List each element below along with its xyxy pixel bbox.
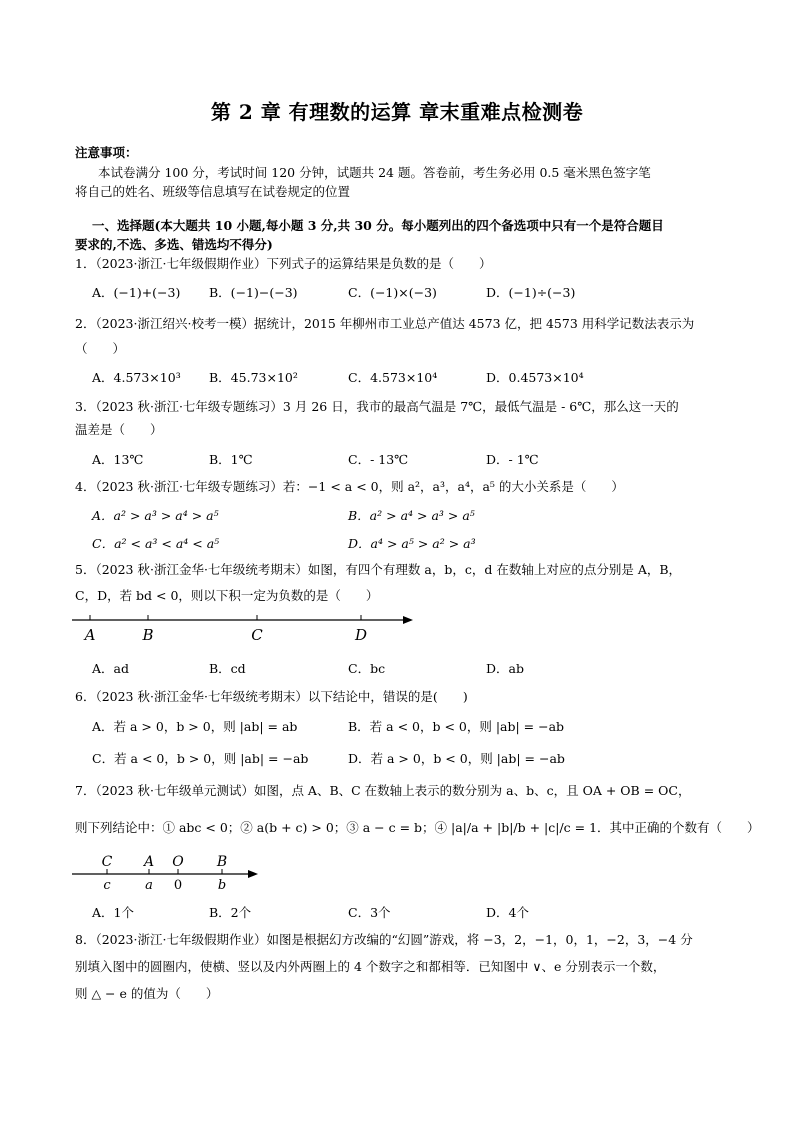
q3-option-a: A．13℃ <box>92 452 144 467</box>
q1-option-c: C．(−1)×(−3) <box>348 285 437 300</box>
q5-option-b: B．cd <box>209 661 246 676</box>
q5-option-d: D．ab <box>486 661 524 676</box>
q3-option-c: C．- 13℃ <box>348 452 409 467</box>
arrow-head-icon <box>248 870 258 878</box>
q3-option-d: D．- 1℃ <box>486 452 539 467</box>
question-7-stem-line-2: 则下列结论中：① abc < 0；② a(b + c) > 0；③ a − c = b；④ |a|/a + |b|/b + |c|/c = 1．其中正确的个数有（ ） <box>75 820 760 835</box>
q7-option-c: C．3个 <box>348 905 391 920</box>
point-label-a: A <box>84 626 96 644</box>
point-label-b: B <box>142 626 154 644</box>
q5-option-a: A．ad <box>92 661 129 676</box>
section-heading-line-1: 一、选择题(本大题共 10 小题,每小题 3 分,共 30 分。每小题列出的四个备选项中只有一个是符合题目 <box>92 218 664 233</box>
point-label-d: D <box>354 626 368 644</box>
question-3-stem-line-2: 温差是（ ） <box>75 422 163 437</box>
value-label-a: a <box>145 878 153 893</box>
point-label-a: A <box>143 854 155 870</box>
question-8-stem-line-2: 别填入图中的圆圈内，使横、竖以及内外两圈上的 4 个数字之和都相等．已知图中 ∨、e 分别表示一个数， <box>75 959 666 974</box>
q4-option-a: A．a² > a³ > a⁴ > a⁵ <box>92 508 219 523</box>
q1-option-d: D．(−1)÷(−3) <box>486 285 576 300</box>
q6-option-c: C．若 a < 0，b > 0，则 |ab| = −ab <box>92 751 309 766</box>
q3-option-b: B．1℃ <box>209 452 253 467</box>
q7-option-d: D．4个 <box>486 905 529 920</box>
value-label-b: b <box>217 878 227 893</box>
question-6-stem: 6．（2023 秋·浙江金华·七年级统考期末）以下结论中，错误的是( ) <box>75 689 468 704</box>
q4-option-d: D．a⁴ > a⁵ > a² > a³ <box>348 536 476 551</box>
point-label-o: O <box>172 854 184 870</box>
q2-option-b: B．45.73×10² <box>209 370 298 385</box>
question-2-stem-line-2: （ ） <box>75 341 126 356</box>
q6-option-a: A．若 a > 0，b > 0，则 |ab| = ab <box>92 719 298 734</box>
q7-option-a: A．1个 <box>92 905 134 920</box>
number-line-figure-q7 <box>70 850 270 894</box>
q6-option-d: D．若 a > 0，b < 0，则 |ab| = −ab <box>348 751 565 766</box>
point-label-b: B <box>216 854 228 870</box>
number-line-figure-q5 <box>70 606 420 646</box>
notice-line-2: 将自己的姓名、班级等信息填写在试卷规定的位置 <box>75 184 351 199</box>
page-title: 第 2 章 有理数的运算 章末重难点检测卷 <box>210 100 584 124</box>
q4-option-b: B．a² > a⁴ > a³ > a⁵ <box>348 508 475 523</box>
q5-option-c: C．bc <box>348 661 386 676</box>
question-5-stem-line-2: C，D，若 bd < 0，则以下积一定为负数的是（ ） <box>75 588 379 603</box>
q1-option-b: B．(−1)−(−3) <box>209 285 298 300</box>
arrow-head-icon <box>403 616 413 624</box>
value-label-zero: 0 <box>173 878 183 893</box>
question-4-stem: 4．（2023 秋·浙江·七年级专题练习）若：−1 < a < 0，则 a²，a³，a⁴，a⁵ 的大小关系是（ ） <box>75 479 624 494</box>
notice-line-1: 本试卷满分 100 分，考试时间 120 分钟，试题共 24 题。答卷前，考生务必用 0.5 毫米黑色签字笔 <box>98 165 651 180</box>
question-2-stem-line-1: 2．（2023·浙江绍兴·校考一模）据统计，2015 年柳州市工业总产值达 4573 亿，把 4573 用科学记数法表示为 <box>75 316 695 331</box>
question-7-stem-line-1: 7．（2023 秋·七年级单元测试）如图，点 A、B、C 在数轴上表示的数分别为 a、b、c，且 OA + OB = OC， <box>75 783 691 798</box>
question-8-stem-line-3: 则 △ − e 的值为（ ） <box>75 986 219 1001</box>
point-label-c: C <box>101 854 113 870</box>
q2-option-a: A．4.573×10³ <box>92 370 181 385</box>
q1-option-a: A．(−1)+(−3) <box>92 285 181 300</box>
question-8-stem-line-1: 8．（2023·浙江·七年级假期作业）如图是根据幻方改编的“幻圆”游戏，将 −3，2，−1，0，1，−2，3，−4 分 <box>75 932 693 947</box>
q2-option-d: D．0.4573×10⁴ <box>486 370 584 385</box>
value-label-c: c <box>103 878 111 893</box>
section-heading-line-2: 要求的,不选、多选、错选均不得分) <box>75 237 273 252</box>
q7-option-b: B．2个 <box>209 905 252 920</box>
notice-heading: 注意事项： <box>75 145 138 160</box>
q2-option-c: C．4.573×10⁴ <box>348 370 438 385</box>
point-label-c: C <box>251 626 263 644</box>
q6-option-b: B．若 a < 0，b < 0，则 |ab| = −ab <box>348 719 565 734</box>
question-1-stem: 1．（2023·浙江·七年级假期作业）下列式子的运算结果是负数的是（ ） <box>75 256 492 271</box>
q4-option-c: C．a² < a³ < a⁴ < a⁵ <box>92 536 220 551</box>
question-3-stem-line-1: 3．（2023 秋·浙江·七年级专题练习）3 月 26 日，我市的最高气温是 7℃，最低气温是 - 6℃，那么这一天的 <box>75 399 679 414</box>
question-5-stem-line-1: 5．（2023 秋·浙江金华·七年级统考期末）如图，有四个有理数 a，b，c，d 在数轴上对应的点分别是 A，B， <box>75 562 682 577</box>
